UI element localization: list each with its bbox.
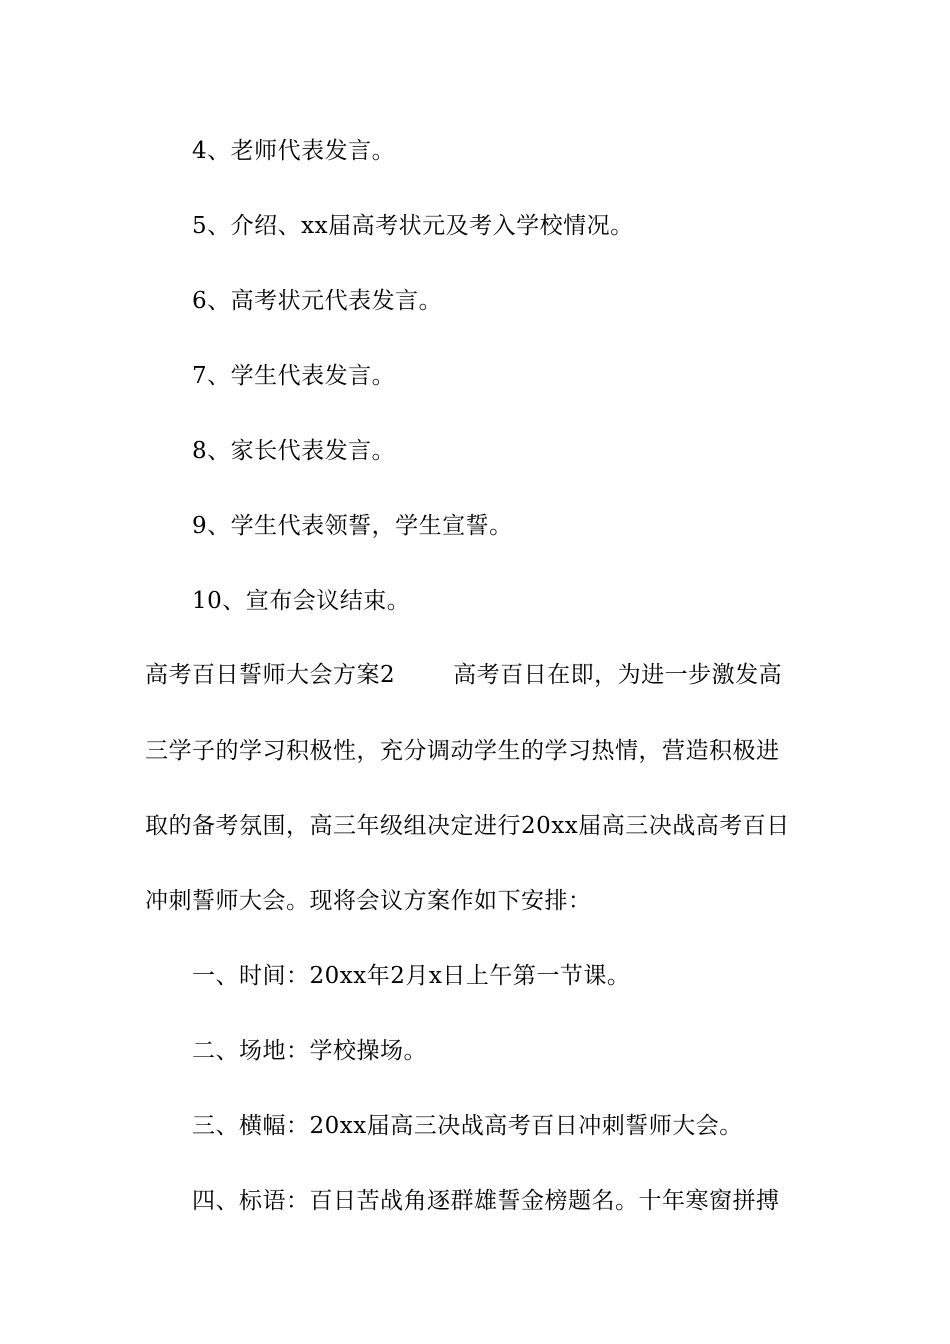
plan-item-slogan: 四、标语：百日苦战角逐群雄誓金榜题名。十年寒窗拼搏 — [192, 1188, 780, 1214]
agenda-item-8: 8、家长代表发言。 — [192, 438, 396, 464]
intro-line-4: 冲刺誓师大会。现将会议方案作如下安排： — [145, 888, 592, 914]
agenda-item-4: 4、老师代表发言。 — [192, 138, 396, 164]
agenda-item-7: 7、学生代表发言。 — [192, 363, 396, 389]
intro-line-1: 高考百日在即，为进一步激发高 — [453, 662, 783, 688]
section-heading-line — [145, 660, 782, 690]
agenda-item-10: 10、宣布会议结束。 — [192, 588, 411, 614]
intro-line-2: 三学子的学习积极性，充分调动学生的学习热情，营造积极进 — [145, 738, 780, 764]
plan-item-time: 一、时间：20xx年2月x日上午第一节课。 — [192, 963, 631, 989]
section-title: 高考百日誓师大会方案2 — [145, 662, 396, 688]
plan-item-banner: 三、横幅：20xx届高三决战高考百日冲刺誓师大会。 — [192, 1113, 743, 1139]
plan-item-venue: 二、场地：学校操场。 — [192, 1038, 427, 1064]
intro-line-3: 取的备考氛围，高三年级组决定进行20xx届高三决战高考百日 — [145, 813, 790, 839]
agenda-item-6: 6、高考状元代表发言。 — [192, 288, 443, 314]
agenda-item-5: 5、介绍、xx届高考状元及考入学校情况。 — [192, 213, 634, 239]
agenda-item-9: 9、学生代表领誓，学生宣誓。 — [192, 513, 513, 539]
